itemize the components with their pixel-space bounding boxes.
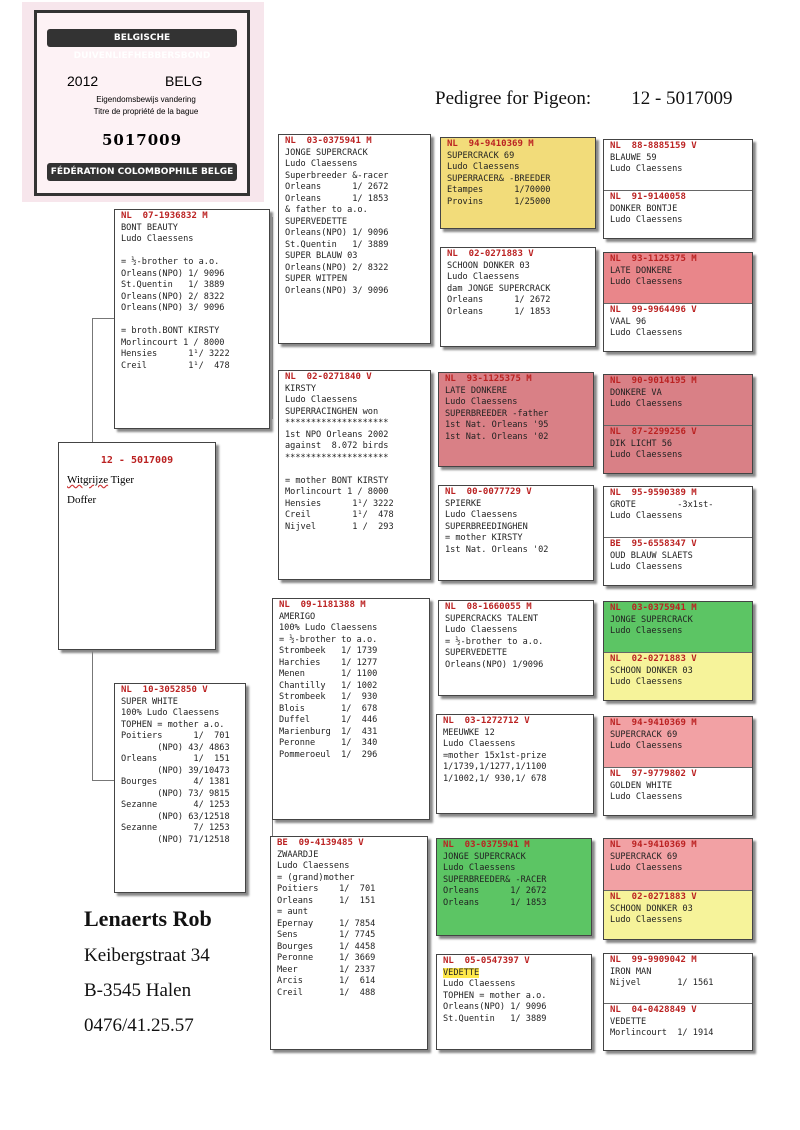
pedigree-line: SUPER WHITE xyxy=(121,696,178,707)
pedigree-line: = (grand)mother xyxy=(277,872,355,883)
pedigree-line: = mother KIRSTY xyxy=(445,533,523,543)
card-bottom-band: FÉDÉRATION COLOMBOPHILE BELGE xyxy=(47,163,237,181)
pedigree-line: Ludo Claessens xyxy=(445,397,518,407)
pedigree-line: Orleans 1/ 1853 xyxy=(285,193,389,204)
pedigree-line: TOPHEN = mother a.o. xyxy=(443,990,547,1001)
pedigree-line: (NPO) 39/10473 xyxy=(121,765,230,776)
ancestor-lines xyxy=(604,904,752,927)
pedigree-line: Ludo Claessens xyxy=(610,215,683,225)
ancestor-cell xyxy=(604,375,752,425)
pedigree-line: Orleans 1/ 2672 xyxy=(447,295,551,305)
pedigree-line: Ludo Claessens xyxy=(610,164,683,174)
pedigree-line: Ludo Claessens xyxy=(610,511,683,521)
pedigree-line: =mother 15x1st-prize xyxy=(443,750,547,761)
card-ring-number: 5017009 xyxy=(101,131,183,149)
pedigree-line: Hensies 1¹/ 3222 xyxy=(121,349,230,359)
pedigree-line: TOPHEN = mother a.o. xyxy=(121,719,225,730)
great-grandparent-header: NL 08-1660055 M xyxy=(445,602,532,612)
owner-block xyxy=(84,906,212,1037)
pedigree-line: = ½-brother to a.o. xyxy=(121,257,220,267)
card-top-band: BELGISCHE DUIVENLIEFHEBBERSBOND xyxy=(47,29,237,47)
grandparent-box xyxy=(272,598,430,820)
grandparent-lines xyxy=(279,148,430,298)
ancestor-cell xyxy=(604,190,752,239)
ancestor-lines xyxy=(604,388,752,411)
pedigree-line: Orleans 1/ 1853 xyxy=(443,897,547,908)
great-grandparent-box xyxy=(436,838,592,936)
grandparent-box xyxy=(278,134,431,344)
pedigree-line: Ludo Claessens xyxy=(285,395,358,405)
pedigree-line: Orleans 1/ 151 xyxy=(277,895,376,906)
pedigree-line: St.Quentin 1/ 3889 xyxy=(285,239,389,250)
pedigree-line: SCHOON DONKER 03 xyxy=(610,665,693,676)
pedigree-line: Ludo Claessens xyxy=(610,328,683,338)
great-grandparent-box xyxy=(438,372,594,467)
pedigree-line: DONKERE VA xyxy=(610,387,662,398)
great-grandparent-header: NL 94-9410369 M xyxy=(447,139,534,149)
subject-name-part1: Witgrijze xyxy=(67,474,109,486)
pedigree-line: Orleans(NPO) 1/ 9096 xyxy=(285,228,389,238)
pedigree-line: Orleans(NPO) 1/ 9096 xyxy=(121,268,225,279)
great-grandparent-lines xyxy=(437,968,591,1026)
ancestor-lines xyxy=(604,439,752,462)
pedigree-line: Ludo Claessens xyxy=(447,162,520,172)
pedigree-line: KIRSTY xyxy=(285,383,317,394)
ancestor-cell xyxy=(604,487,752,537)
pedigree-line: AMERIGO xyxy=(279,611,316,622)
mother-lines xyxy=(115,697,245,847)
pedigree-line: Poitiers 1/ 701 xyxy=(121,731,230,741)
pedigree-line: & father to a.o. xyxy=(285,205,368,215)
great-grandparent-header: NL 03-1272712 V xyxy=(443,716,530,726)
grandparent-box xyxy=(278,370,431,580)
pedigree-line: Ludo Claessens xyxy=(443,863,516,873)
pedigree-line: JONGE SUPERCRACK xyxy=(285,147,368,158)
owner-city: B-3545 Halen xyxy=(84,980,192,1001)
ancestor-header: NL 88-8885159 V xyxy=(610,141,697,151)
ancestor-header: NL 04-0428849 V xyxy=(610,1005,697,1015)
pedigree-line: SCHOON DONKER 03 xyxy=(610,903,693,914)
great-grandparent-lines xyxy=(437,852,591,910)
subject-ring: 12 - 5017009 xyxy=(100,455,174,466)
ancestor-cell xyxy=(604,652,752,701)
pedigree-line: (NPO) 43/ 4863 xyxy=(121,742,230,753)
pedigree-line: Ludo Claessens xyxy=(121,234,194,244)
great-grandparent-box xyxy=(438,485,594,581)
pedigree-line: SUPERCRACKS TALENT xyxy=(445,613,539,624)
great-grandparent-box xyxy=(438,600,594,696)
pedigree-line: St.Quentin 1/ 3889 xyxy=(443,1013,547,1024)
pedigree-line: Nijvel 1/ 1561 xyxy=(610,978,714,988)
card-country: BELG xyxy=(165,73,203,89)
ancestor-header: NL 99-9964496 V xyxy=(610,305,697,315)
pedigree-line: Ludo Claessens xyxy=(610,562,683,572)
pedigree-line: SUPERRACER& -BREEDER xyxy=(447,173,551,184)
ancestor-lines xyxy=(604,666,752,689)
ancestor-pair-box xyxy=(603,953,753,1051)
pedigree-line: 100% Ludo Claessens xyxy=(279,623,378,633)
pedigree-line: ******************** xyxy=(285,418,389,428)
pedigree-line: Provins 1/25000 xyxy=(447,196,551,207)
ancestor-header: NL 95-9590389 M xyxy=(610,488,697,498)
pedigree-line: Arcis 1/ 614 xyxy=(277,976,376,986)
pedigree-line: JONGE SUPERCRACK xyxy=(610,614,693,625)
ancestor-cell xyxy=(604,890,752,940)
ancestor-pair-box xyxy=(603,838,753,940)
pedigree-line: 1st Nat. Orleans '02 xyxy=(445,431,549,442)
pedigree-line: Bourges 4/ 1381 xyxy=(121,777,230,787)
pedigree-line: 1/1739,1/1277,1/1100 xyxy=(443,762,547,772)
ancestor-lines xyxy=(604,852,752,875)
pedigree-line: Ludo Claessens xyxy=(610,277,683,287)
pedigree-line: Peronne 1/ 340 xyxy=(279,738,378,748)
grandparent-header: NL 02-0271840 V xyxy=(285,372,372,382)
pedigree-line: Harchies 1/ 1277 xyxy=(279,657,378,668)
ancestor-lines xyxy=(604,730,752,753)
card-year: 2012 xyxy=(67,73,99,89)
ancestor-cell xyxy=(604,954,752,1003)
pedigree-line: SUPERBREEDINGHEN xyxy=(445,521,528,532)
connector xyxy=(92,318,93,442)
pedigree-line: Orleans 1/ 2672 xyxy=(443,886,547,896)
connector xyxy=(92,650,93,780)
title-label: Pedigree for Pigeon: xyxy=(435,88,592,109)
grandparent-lines xyxy=(273,612,429,762)
pedigree-line: Ludo Claessens xyxy=(610,626,683,636)
ancestor-header: NL 03-0375941 M xyxy=(610,603,697,613)
pedigree-line xyxy=(279,464,430,476)
ancestor-header: NL 94-9410369 M xyxy=(610,718,697,728)
ancestor-header: NL 02-0271883 V xyxy=(610,654,697,664)
pedigree-line: Orleans(NPO) 3/ 9096 xyxy=(285,285,389,296)
pedigree-line: 1/1002,1/ 930,1/ 678 xyxy=(443,773,547,784)
pedigree-line: 1st Nat. Orleans '02 xyxy=(445,544,549,555)
pedigree-line: against 8.072 birds xyxy=(285,441,389,451)
pedigree-line: Orleans(NPO) 2/ 8322 xyxy=(285,262,389,273)
ancestor-cell xyxy=(604,253,752,303)
ancestor-lines xyxy=(604,967,752,990)
great-grandparent-header: NL 05-0547397 V xyxy=(443,956,530,966)
ancestor-header: NL 02-0271883 V xyxy=(610,892,697,902)
great-grandparent-lines xyxy=(439,499,593,557)
ancestor-pair-box xyxy=(603,374,753,474)
pedigree-line: Superbreeder &-racer xyxy=(285,170,389,181)
pedigree-line: Ludo Claessens xyxy=(610,677,683,687)
subject-name xyxy=(67,474,215,486)
great-grandparent-box xyxy=(436,714,594,814)
pedigree-line: Ludo Claessens xyxy=(447,272,520,282)
pedigree-line: Chantilly 1/ 1002 xyxy=(279,680,378,691)
pedigree-line: Bourges 1/ 4458 xyxy=(277,941,376,952)
ancestor-pair-box xyxy=(603,601,753,701)
great-grandparent-header: NL 93-1125375 M xyxy=(445,374,532,384)
pedigree-line: Ludo Claessens xyxy=(610,863,683,873)
pedigree-line: SUPERBREEDER -father xyxy=(445,408,549,419)
pedigree-line: GROTE -3x1st- xyxy=(610,499,714,510)
pedigree-line: Creil 1/ 488 xyxy=(277,987,376,998)
father-header: NL 07-1936832 M xyxy=(121,211,208,221)
pedigree-line: Marienburg 1/ 431 xyxy=(279,726,378,737)
grandparent-header: BE 09-4139485 V xyxy=(277,838,364,848)
ancestor-pair-box xyxy=(603,716,753,816)
pedigree-line: BONT BEAUTY xyxy=(121,222,178,233)
pedigree-line: Epernay 1/ 7854 xyxy=(277,918,376,929)
pedigree-line: Sezanne 7/ 1253 xyxy=(121,823,230,833)
pedigree-line: IRON MAN xyxy=(610,966,652,977)
ancestor-cell xyxy=(604,537,752,586)
great-grandparent-lines xyxy=(441,151,595,209)
pedigree-line: VEDETTE xyxy=(610,1016,647,1027)
pedigree-line: MEEUWKE 12 xyxy=(443,727,495,738)
ancestor-pair-box xyxy=(603,252,753,352)
subject-sex: Doffer xyxy=(67,494,97,506)
pedigree-line: Ludo Claessens xyxy=(285,159,358,169)
pedigree-line: Peronne 1/ 3669 xyxy=(277,953,376,963)
title-number: 12 - 5017009 xyxy=(631,88,733,109)
owner-phone: 0476/41.25.57 xyxy=(84,1015,194,1036)
pedigree-line: Ludo Claessens xyxy=(610,450,683,460)
pedigree-line: Ludo Claessens xyxy=(445,510,518,520)
ancestor-lines xyxy=(604,153,752,176)
card-sub1: Eigendomsbewijs vandering xyxy=(96,95,196,104)
pedigree-line: SUPERVEDETTE xyxy=(285,216,348,227)
ancestor-lines xyxy=(604,551,752,574)
ancestor-lines xyxy=(604,1017,752,1040)
mother-header: NL 10-3052850 V xyxy=(121,685,208,695)
grandparent-lines xyxy=(271,850,427,1000)
ancestor-header: NL 87-2299256 V xyxy=(610,427,697,437)
pedigree-line: Orleans 1/ 151 xyxy=(121,754,230,764)
pedigree-line: Creil 1¹/ 478 xyxy=(121,360,230,371)
great-grandparent-box xyxy=(440,137,596,229)
card-frame xyxy=(34,10,250,196)
ancestor-cell xyxy=(604,602,752,652)
pedigree-line: Etampes 1/70000 xyxy=(447,185,551,195)
ancestor-header: NL 90-9014195 M xyxy=(610,376,697,386)
pedigree-line: Ludo Claessens xyxy=(610,399,683,409)
pedigree-line: OUD BLAUW SLAETS xyxy=(610,550,693,561)
great-grandparent-lines xyxy=(441,261,595,319)
pedigree-line: Ludo Claessens xyxy=(443,739,516,749)
subject-box xyxy=(58,442,216,650)
pedigree-line: Strombeek 1/ 930 xyxy=(279,692,378,702)
pedigree-line: Orleans 1/ 2672 xyxy=(285,182,389,192)
ancestor-cell xyxy=(604,1003,752,1051)
pedigree-line: SUPERRACINGHEN won xyxy=(285,406,379,417)
ancestor-header: NL 94-9410369 M xyxy=(610,840,697,850)
pedigree-line: SUPERCRACK 69 xyxy=(610,851,678,862)
pedigree-line: (NPO) 71/12518 xyxy=(121,834,230,845)
pedigree-line: = ½-brother to a.o. xyxy=(279,634,378,645)
pedigree-line: Menen 1/ 1100 xyxy=(279,669,378,679)
pedigree-line: ******************** xyxy=(285,452,389,463)
pedigree-line: Morlincourt 1 / 8000 xyxy=(121,337,225,348)
grandparent-lines xyxy=(279,384,430,534)
pedigree-line: Orleans 1/ 1853 xyxy=(447,306,551,317)
mother-box xyxy=(114,683,246,893)
pedigree-line: Poitiers 1/ 701 xyxy=(277,884,376,894)
pedigree-line: SUPERBREEDER& -RACER xyxy=(443,874,547,885)
pedigree-line: LATE DONKERE xyxy=(445,385,508,396)
pedigree-line: ZWAARDJE xyxy=(277,849,319,860)
pedigree-line: VAAL 96 xyxy=(610,316,647,327)
pedigree-line: JONGE SUPERCRACK xyxy=(443,851,526,862)
pedigree-line: Ludo Claessens xyxy=(610,741,683,751)
ancestor-lines xyxy=(604,615,752,638)
grandparent-box xyxy=(270,836,428,1050)
pedigree-line: Morlincourt 1/ 1914 xyxy=(610,1028,714,1038)
pedigree-line: = broth.BONT KIRSTY xyxy=(121,326,220,336)
pedigree-line: (NPO) 63/12518 xyxy=(121,811,230,822)
pedigree-line: SPIERKE xyxy=(445,498,482,509)
pedigree-line: Pommeroeul 1/ 296 xyxy=(279,749,378,760)
ancestor-lines xyxy=(604,317,752,340)
ancestor-header: NL 97-9779802 V xyxy=(610,769,697,779)
ancestor-lines xyxy=(604,500,752,523)
pedigree-line: dam JONGE SUPERCRACK xyxy=(447,283,551,294)
great-grandparent-lines xyxy=(439,386,593,444)
grandparent-header: NL 09-1181388 M xyxy=(279,600,366,610)
ancestor-lines xyxy=(604,781,752,804)
great-grandparent-header: NL 03-0375941 M xyxy=(443,840,530,850)
pedigree-line: SUPERCRACK 69 xyxy=(447,150,515,161)
connector xyxy=(92,780,114,781)
pedigree-line: SUPER BLAUW 03 xyxy=(285,251,358,261)
pedigree-line: DONKER BONTJE xyxy=(610,203,678,214)
pedigree-line: LATE DONKERE xyxy=(610,265,673,276)
connector xyxy=(272,217,273,419)
pedigree-line: = aunt xyxy=(277,907,309,917)
pedigree-line: Blois 1/ 678 xyxy=(279,703,378,714)
ancestor-cell xyxy=(604,140,752,190)
pedigree-line: VEDETTE xyxy=(443,967,480,978)
ancestor-cell xyxy=(604,839,752,890)
ancestor-cell xyxy=(604,717,752,767)
pedigree-line: Sens 1/ 7745 xyxy=(277,930,376,940)
pedigree-line: = ½-brother to a.o. xyxy=(445,636,544,647)
ancestor-header: NL 93-1125375 M xyxy=(610,254,697,264)
pedigree-line: St.Quentin 1/ 3889 xyxy=(121,280,225,290)
pedigree-line: = mother BONT KIRSTY xyxy=(285,475,389,486)
great-grandparent-lines xyxy=(437,728,593,786)
ancestor-lines xyxy=(604,204,752,227)
ancestor-pair-box xyxy=(603,139,753,239)
pedigree-line: Orleans(NPO) 1/9096 xyxy=(445,659,544,670)
pedigree-line: Ludo Claessens xyxy=(277,861,350,871)
pedigree-line: Ludo Claessens xyxy=(610,792,683,802)
pedigree-line: BLAUWE 59 xyxy=(610,152,657,163)
pedigree-line: Orleans(NPO) 1/ 9096 xyxy=(443,1002,547,1012)
grandparent-header: NL 03-0375941 M xyxy=(285,136,372,146)
pedigree-line: SCHOON DONKER 03 xyxy=(447,260,530,271)
owner-street: Keibergstraat 34 xyxy=(84,945,210,966)
pedigree-line xyxy=(115,315,269,327)
ancestor-header: NL 91-9140058 xyxy=(610,192,686,202)
ancestor-cell xyxy=(604,767,752,816)
pedigree-line: DIK LICHT 56 xyxy=(610,438,673,449)
pedigree-line: Meer 1/ 2337 xyxy=(277,964,376,975)
pedigree-line: Duffel 1/ 446 xyxy=(279,715,378,725)
pedigree-line: 1st NPO Orleans 2002 xyxy=(285,429,389,440)
great-grandparent-box xyxy=(440,247,596,347)
great-grandparent-header: NL 02-0271883 V xyxy=(447,249,534,259)
ancestor-cell xyxy=(604,303,752,352)
pedigree-line: Orleans(NPO) 3/ 9096 xyxy=(121,303,225,313)
father-lines xyxy=(115,223,269,373)
ancestor-lines xyxy=(604,266,752,289)
pedigree-line: Nijvel 1 / 293 xyxy=(285,521,394,532)
pedigree-line: GOLDEN WHITE xyxy=(610,780,673,791)
pedigree-line: SUPER WITPEN xyxy=(285,274,348,284)
connector xyxy=(92,318,114,319)
pedigree-line: Hensies 1¹/ 3222 xyxy=(285,498,394,509)
pedigree-line: Ludo Claessens xyxy=(443,979,516,989)
pedigree-line: Ludo Claessens xyxy=(610,915,683,925)
ancestor-pair-box xyxy=(603,486,753,586)
ownership-card xyxy=(22,2,264,202)
ancestor-header: NL 99-9909042 M xyxy=(610,955,697,965)
pedigree-line: Strombeek 1/ 1739 xyxy=(279,646,378,656)
father-box xyxy=(114,209,270,429)
card-sub2: Titre de propriété de la bague xyxy=(93,107,199,116)
ancestor-cell xyxy=(604,425,752,474)
pedigree-line: Orleans(NPO) 2/ 8322 xyxy=(121,291,225,302)
pedigree-line: Creil 1¹/ 478 xyxy=(285,510,394,520)
pedigree-line: Sezanne 4/ 1253 xyxy=(121,800,230,810)
great-grandparent-lines xyxy=(439,614,593,672)
pedigree-line: SUPERVEDETTE xyxy=(445,648,508,658)
page-title xyxy=(435,88,733,110)
ancestor-header: BE 95-6558347 V xyxy=(610,539,697,549)
pedigree-line: 1st Nat. Orleans '95 xyxy=(445,420,549,430)
pedigree-line: (NPO) 73/ 9815 xyxy=(121,788,230,799)
owner-name: Lenaerts Rob xyxy=(84,906,212,931)
pedigree-line: 100% Ludo Claessens xyxy=(121,708,220,718)
pedigree-line: SUPERCRACK 69 xyxy=(610,729,678,740)
pedigree-line xyxy=(115,246,269,258)
pedigree-line: Ludo Claessens xyxy=(445,625,518,635)
great-grandparent-header: NL 00-0077729 V xyxy=(445,487,532,497)
pedigree-line: Morlincourt 1 / 8000 xyxy=(285,487,389,497)
subject-name-part2: Tiger xyxy=(108,474,135,486)
great-grandparent-box xyxy=(436,954,592,1050)
